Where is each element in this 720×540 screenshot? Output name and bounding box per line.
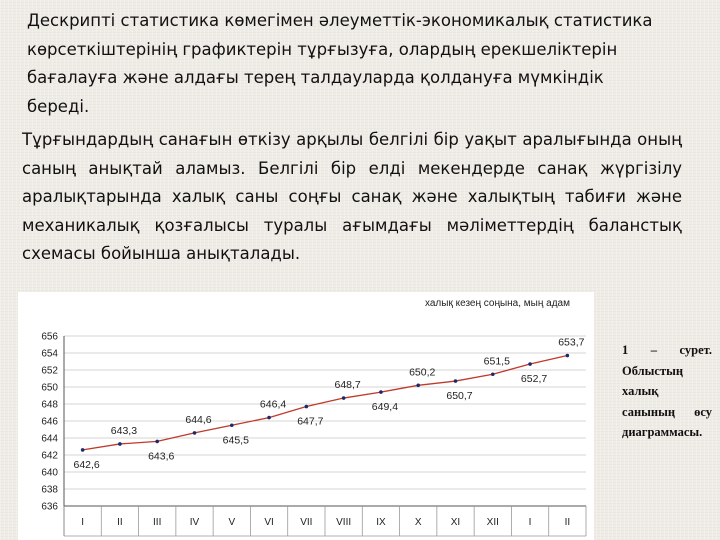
data-point [230,423,234,427]
x-tick-label: IV [189,517,200,528]
x-tick-label: XI [450,517,461,528]
y-tick-label: 636 [41,501,58,513]
data-point [81,448,85,452]
data-point [566,354,570,358]
data-label: 648,7 [334,379,361,392]
data-point [528,362,532,366]
data-label: 642,6 [73,458,100,471]
y-tick-label: 644 [41,433,58,445]
data-label: 650,2 [409,366,436,379]
y-tick-label: 638 [41,484,58,496]
x-tick-label: VIII [336,517,352,528]
population-chart [18,292,594,540]
slide-title: Дескрипті статистика көмегімен әлеуметтік-экономикалық статистика көрсеткіштерінің графиктерін тұрғызуға, олардың ерекшеліктерін бағалауға және алдағы терең талдауларда қолдануға мүмкіндік береді. [27,11,653,116]
y-tick-label: 640 [41,467,58,479]
y-tick-label: 652 [41,365,58,377]
data-label: 650,7 [446,390,473,403]
data-label: 645,5 [222,434,249,447]
x-tick-label: V [228,517,236,528]
x-tick-label: VII [300,517,313,528]
x-tick-label: III [153,517,162,528]
data-point [342,396,346,400]
data-point [155,440,159,444]
x-tick-label: IX [376,517,386,528]
data-label: 644,6 [185,413,212,426]
x-tick-label: I [528,517,532,528]
x-tick-label: I [81,517,85,528]
y-tick-label: 654 [41,348,58,360]
chart-title: халық кезең соңына, мың адам [424,298,570,309]
figure-caption: 1 – сурет. Облыстың халық санының өсу диаграммасы. [622,343,712,439]
data-point [267,416,271,420]
data-point [491,372,495,376]
data-label: 647,7 [297,415,324,428]
x-tick-label: II [564,517,571,528]
x-tick-label: XII [486,517,499,528]
body-paragraph: Тұрғындардың санағын өткізу арқылы белгілі бір уақыт аралығында оның саның анықтай аламыз. Белгілі бір елді мекендерде санақ жүргізілу аралықтарында халық саны соңғы санақ және халықтың табиғи және механикалық қозғалысы туралы ағымдағы мәліметтердің баланстық схемасы бойынша анықталады. [22,130,682,264]
y-tick-label: 646 [41,416,58,428]
y-tick-label: 650 [41,382,58,394]
x-tick-label: II [117,517,123,528]
data-label: 653,7 [558,336,585,349]
x-tick-label: X [414,517,422,528]
data-label: 643,6 [148,450,175,463]
y-tick-label: 648 [41,399,58,411]
data-point [454,379,458,383]
data-point [193,431,197,435]
data-label: 651,5 [483,355,510,368]
data-label: 643,3 [110,424,138,437]
y-tick-label: 642 [41,450,58,462]
data-label: 652,7 [520,373,548,386]
data-point [416,384,420,388]
data-point [118,442,122,446]
data-point [379,390,383,394]
data-label: 649,4 [371,401,399,414]
chart-canvas [18,292,594,540]
x-tick-label: VI [264,517,274,528]
data-point [305,405,309,409]
data-label: 646,4 [259,398,287,411]
y-tick-label: 656 [41,331,58,343]
